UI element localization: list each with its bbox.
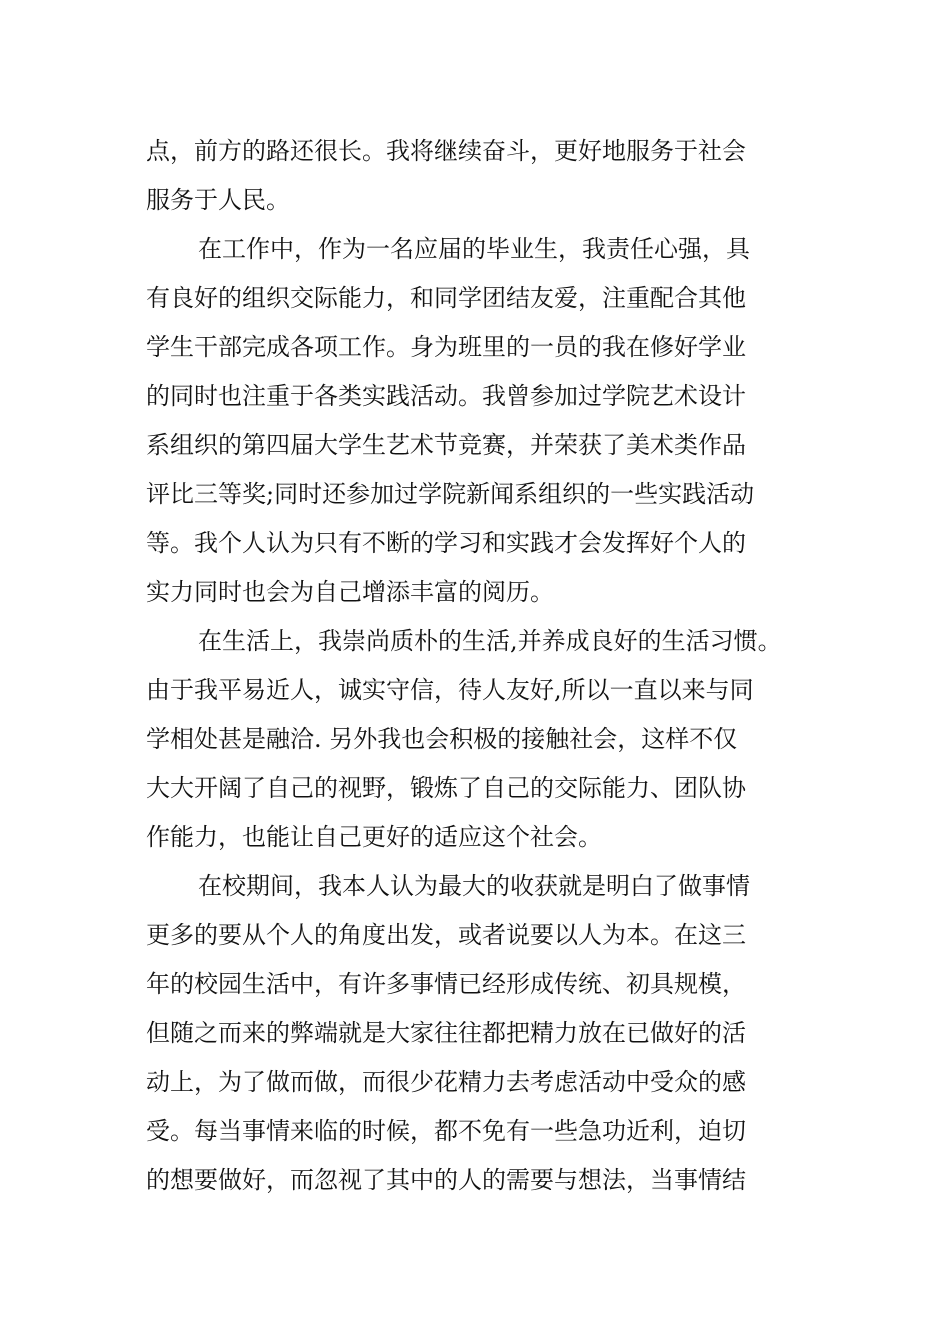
document-body <box>146 127 816 1205</box>
text-line: 年的校园生活中，有许多事情已经形成传统、初具规模， <box>146 970 746 998</box>
text-line: 点，前方的路还很长。我将继续奋斗，更好地服务于社会 <box>146 137 746 165</box>
text-line: 的想要做好，而忽视了其中的人的需要与想法，当事情结 <box>146 1166 746 1194</box>
text-line: 动上，为了做而做，而很少花精力去考虑活动中受众的感 <box>146 1068 746 1096</box>
text-line: 大大开阔了自己的视野，锻炼了自己的交际能力、团队协 <box>146 774 746 802</box>
text-line: 在生活上，我崇尚质朴的生活,并养成良好的生活习惯。 <box>198 627 782 655</box>
text-line: 的同时也注重于各类实践活动。我曾参加过学院艺术设计 <box>146 382 746 410</box>
text-line: 等。我个人认为只有不断的学习和实践才会发挥好个人的 <box>146 529 746 557</box>
paragraph-school <box>146 862 816 1205</box>
text-line: 在工作中，作为一名应届的毕业生，我责任心强，具 <box>198 235 750 263</box>
paragraph-continuation <box>146 127 816 225</box>
text-line: 受。每当事情来临的时候，都不免有一些急功近利，迫切 <box>146 1117 746 1145</box>
text-line: 但随之而来的弊端就是大家往往都把精力放在已做好的活 <box>146 1019 746 1047</box>
text-line: 系组织的第四届大学生艺术节竞赛，并荣获了美术类作品 <box>146 431 746 459</box>
text-line: 服务于人民。 <box>146 186 290 214</box>
text-line: 学相处甚是融洽. 另外我也会积极的接触社会，这样不仅 <box>146 725 738 753</box>
text-line: 在校期间，我本人认为最大的收获就是明白了做事情 <box>198 872 750 900</box>
text-line: 更多的要从个人的角度出发，或者说要以人为本。在这三 <box>146 921 746 949</box>
text-line: 作能力，也能让自己更好的适应这个社会。 <box>146 823 602 851</box>
text-line: 学生干部完成各项工作。身为班里的一员的我在修好学业 <box>146 333 746 361</box>
paragraph-work <box>146 225 816 617</box>
text-line: 由于我平易近人，诚实守信，待人友好,所以一直以来与同 <box>146 676 754 704</box>
text-line: 评比三等奖;同时还参加过学院新闻系组织的一些实践活动 <box>146 480 755 508</box>
text-line: 实力同时也会为自己增添丰富的阅历。 <box>146 578 554 606</box>
text-line: 有良好的组织交际能力，和同学团结友爱，注重配合其他 <box>146 284 746 312</box>
paragraph-life <box>146 617 816 862</box>
